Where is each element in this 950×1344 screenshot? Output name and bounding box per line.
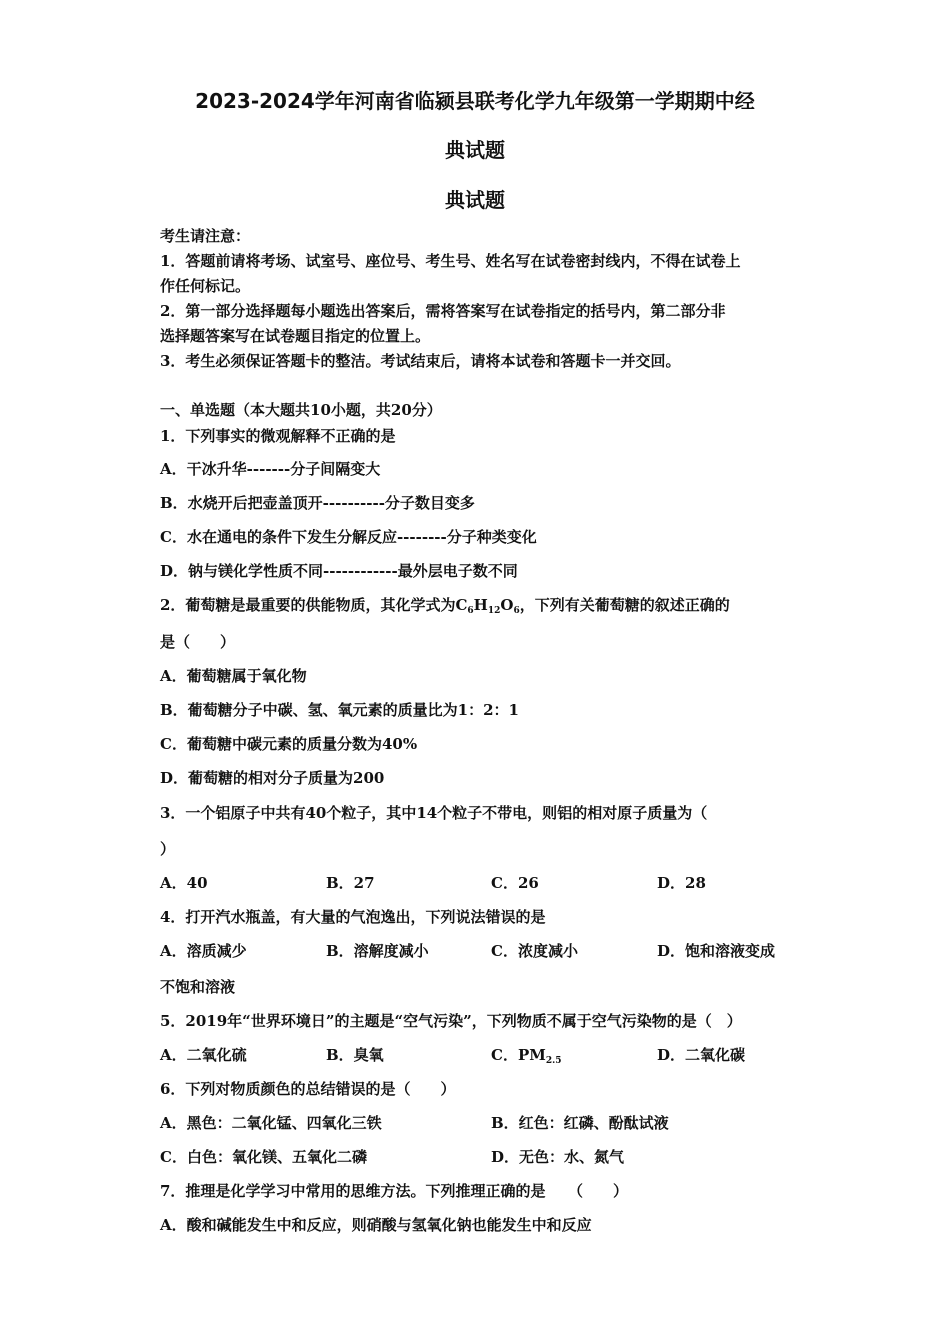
q6-option-a: A．黑色：二氧化锰、四氧化三铁 — [160, 1114, 382, 1132]
q2-option-b: B．葡萄糖分子中碳、氢、氧元素的质量比为1：2：1 — [160, 701, 519, 719]
q3-option-c: C．26 — [491, 874, 539, 892]
q3-option-b: B．27 — [326, 874, 375, 892]
q7-option-a: A．酸和碱能发生中和反应，则硝酸与氢氧化钠也能发生中和反应 — [160, 1216, 592, 1234]
q1-stem: 1．下列事实的微观解释不正确的是 — [160, 427, 396, 445]
q1-option-d: D．钠与镁化学性质不同------------最外层电子数不同 — [160, 562, 518, 580]
notice-heading: 考生请注意： — [160, 227, 251, 245]
q5-option-b: B．臭氧 — [326, 1046, 384, 1064]
notice-1a: 1．答题前请将考场、试室号、座位号、考生号、姓名写在试卷密封线内，不得在试卷上 — [160, 252, 741, 270]
q1-option-c: C．水在通电的条件下发生分解反应--------分子种类变化 — [160, 528, 537, 546]
q4-option-c: C．浓度减小 — [491, 942, 578, 960]
q6-option-d: D．无色：水、氮气 — [491, 1148, 625, 1166]
q3-stem-2: ） — [160, 840, 176, 858]
q4-option-d: D．饱和溶液变成 — [657, 942, 776, 960]
q4-option-b: B．溶解度减小 — [326, 942, 429, 960]
notice-3: 3．考生必须保证答题卡的整洁。考试结束后，请将本试卷和答题卡一并交回。 — [160, 352, 681, 370]
q4-stem: 4．打开汽水瓶盖，有大量的气泡逸出，下列说法错误的是 — [160, 908, 546, 926]
q6-option-c: C．白色：氧化镁、五氧化二磷 — [160, 1148, 367, 1166]
q2-option-d: D．葡萄糖的相对分子质量为200 — [160, 769, 385, 787]
q5-option-d: D．二氧化碳 — [657, 1046, 746, 1064]
q1-option-b: B．水烧开后把壶盖顶开----------分子数目变多 — [160, 494, 475, 512]
q5-option-c: C．$PM_{2.5}$ — [491, 1046, 562, 1066]
q4-option-d-cont: 不饱和溶液 — [160, 978, 236, 996]
q2-stem-2: 是（ ） — [160, 633, 236, 651]
q5-stem: 5．2019年“世界环境日”的主题是“空气污染”，下列物质不属于空气污染物的是（ ） — [160, 1012, 742, 1030]
doc-title-line1: 2023-2024学年河南省临颍县联考化学九年级第一学期期中经 — [195, 89, 755, 113]
q6-stem: 6．下列对物质颜色的总结错误的是（ ） — [160, 1080, 456, 1098]
q5-option-a: A．二氧化硫 — [160, 1046, 247, 1064]
glucose-formula: $C_6H_{12}O_6$ — [455, 596, 520, 616]
q1-option-a: A．干冰升华-------分子间隔变大 — [160, 460, 381, 478]
doc-title-line2: 典试题 — [445, 138, 505, 162]
q2-option-c: C．葡萄糖中碳元素的质量分数为40% — [160, 735, 418, 753]
notice-2b: 选择题答案写在试卷题目指定的位置上。 — [160, 327, 431, 345]
doc-title-line3: 典试题 — [445, 188, 505, 212]
q3-stem: 3．一个铝原子中共有40个粒子，其中14个粒子不带电，则铝的相对原子质量为（ — [160, 804, 708, 822]
q4-option-a: A．溶质减少 — [160, 942, 247, 960]
notice-1b: 作任何标记。 — [160, 277, 251, 295]
notice-2a: 2．第一部分选择题每小题选出答案后，需将答案写在试卷指定的括号内，第二部分非 — [160, 302, 726, 320]
q2-option-a: A．葡萄糖属于氧化物 — [160, 667, 307, 685]
q3-option-a: A．40 — [160, 874, 208, 892]
q3-option-d: D．28 — [657, 874, 706, 892]
q2-stem: 2．葡萄糖是最重要的供能物质，其化学式为$C_6H_{12}O_6$，下列有关葡萄糖的叙述正确的 — [160, 596, 730, 616]
q6-option-b: B．红色：红磷、酚酞试液 — [491, 1114, 669, 1132]
section-heading: 一、单选题（本大题共10小题，共20分） — [160, 401, 442, 419]
q7-stem: 7．推理是化学学习中常用的思维方法。下列推理正确的是 （ ） — [160, 1182, 628, 1200]
